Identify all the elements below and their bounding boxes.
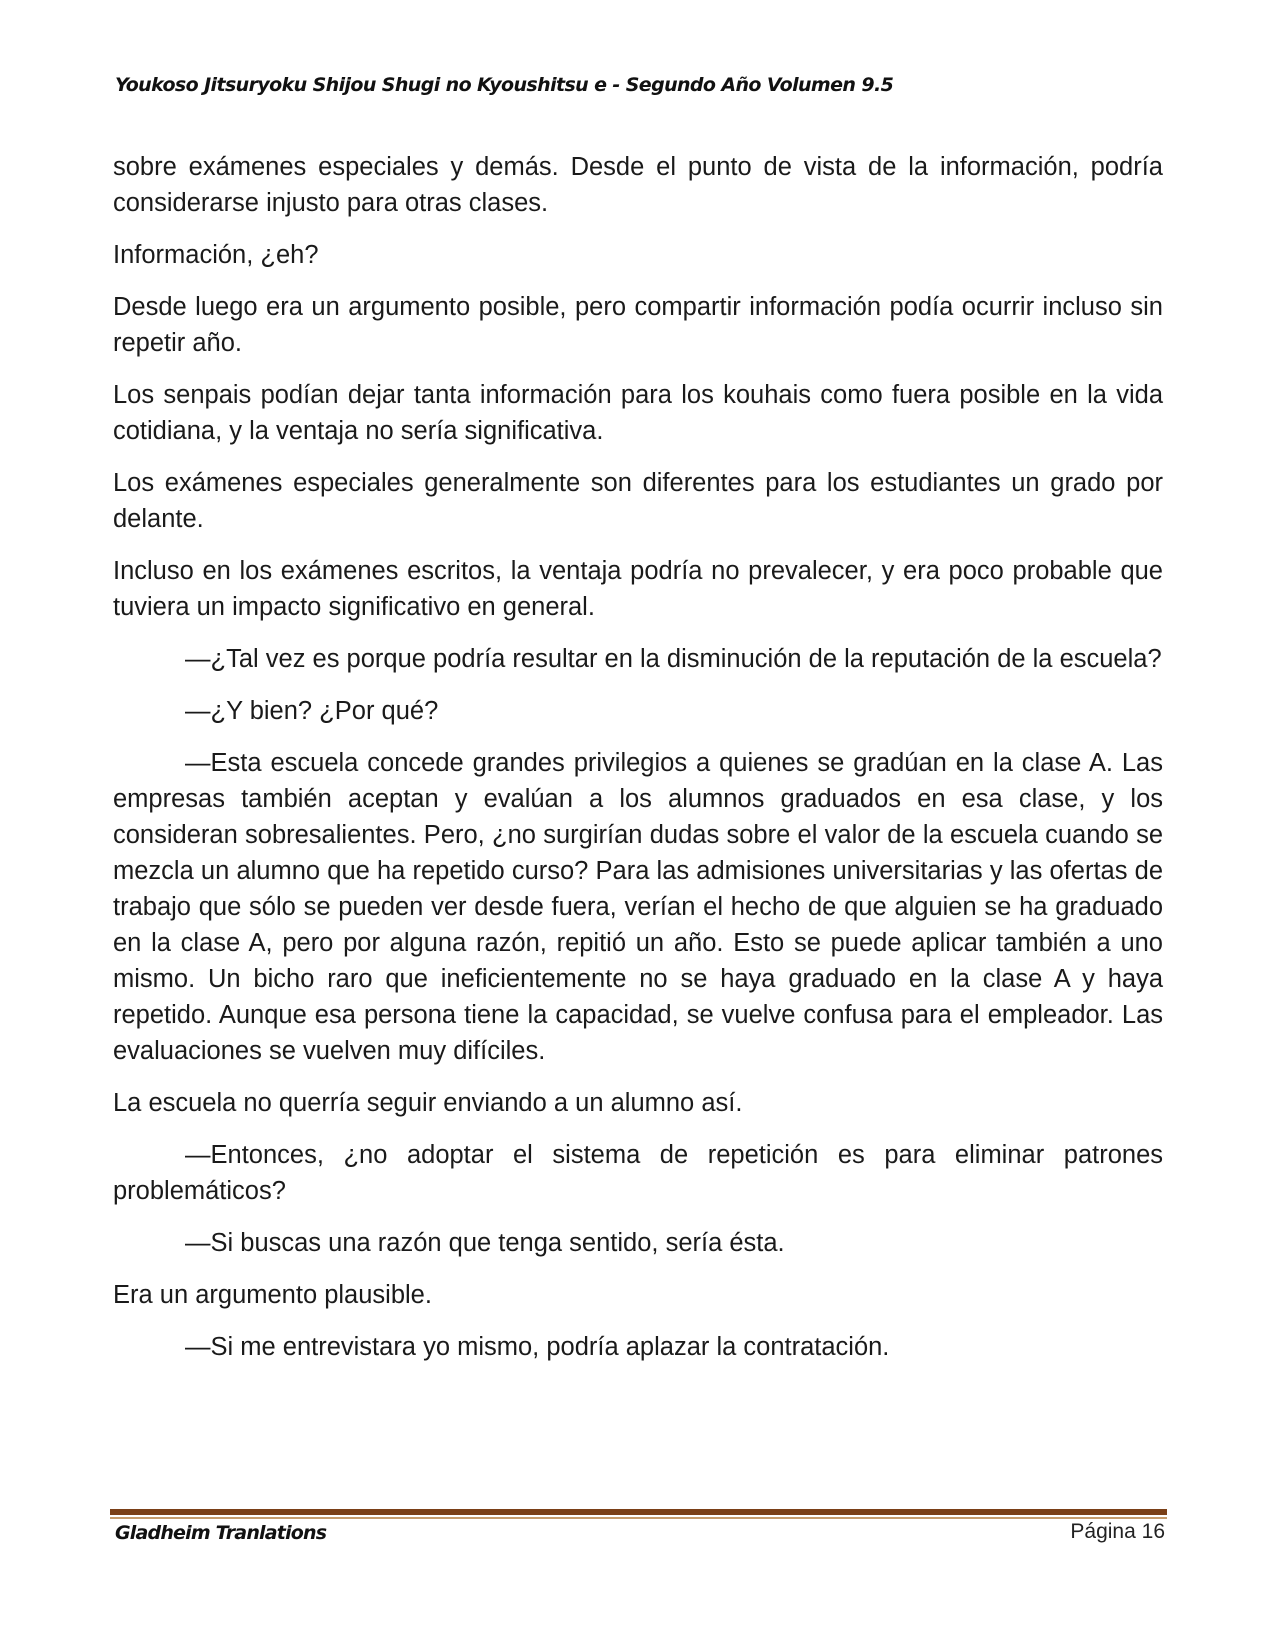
paragraph: Era un argumento plausible. (113, 1281, 432, 1309)
running-header: Youkoso Jitsuryoku Shijou Shugi no Kyoushitsu e - Segundo Año Volumen 9.5 (115, 74, 894, 96)
paragraph: Desde luego era un argumento posible, pero compartir información podía ocurrir incluso sin repetir año. (113, 293, 1163, 357)
paragraph: —¿Tal vez es porque podría resultar en la disminución de la reputación de la escuela? (185, 645, 1162, 673)
footer-divider (110, 1509, 1167, 1519)
paragraph: Incluso en los exámenes escritos, la ventaja podría no prevalecer, y era poco probable que tuviera un impacto significativo en general. (113, 557, 1163, 621)
paragraph: sobre exámenes especiales y demás. Desde el punto de vista de la información, podría considerarse injusto para otras clases. (113, 153, 1163, 217)
paragraph: —Si me entrevistara yo mismo, podría aplazar la contratación. (185, 1333, 890, 1361)
paragraph: —Entonces, ¿no adoptar el sistema de repetición es para eliminar patrones problemáticos? (113, 1141, 1163, 1205)
paragraph: Información, ¿eh? (113, 241, 319, 269)
page-label: Página (1070, 1520, 1136, 1543)
paragraph: —Si buscas una razón que tenga sentido, sería ésta. (185, 1229, 785, 1257)
paragraph: Los senpais podían dejar tanta información para los kouhais como fuera posible en la vida cotidiana, y la ventaja no sería significativa. (113, 381, 1163, 445)
paragraph: —Esta escuela concede grandes privilegios a quienes se gradúan en la clase A. Las empresas también aceptan y evalúan a los alumnos graduados en esa clase, y los consideran sobresalientes. Pero, ¿no surgirían dudas sobre el valor de la escuela cuando se mezcla un alumno que ha repetido curso? Para las admisiones universitarias y las ofertas de trabajo que sólo se pueden ver desde fuera, verían el hecho de que alguien se ha graduado en la clase A, pero por alguna razón, repitió un año. Esto se puede aplicar también a uno mismo. Un bicho raro que ineficientemente no se haya graduado en la clase A y haya repetido. Aunque esa persona tiene la capacidad, se vuelve confusa para el empleador. Las evaluaciones se vuelven muy difíciles. (113, 749, 1163, 1065)
paragraph: La escuela no querría seguir enviando a un alumno así. (113, 1089, 743, 1117)
paragraph: Los exámenes especiales generalmente son diferentes para los estudiantes un grado por delante. (113, 469, 1163, 533)
page-number-value: 16 (1141, 1520, 1165, 1543)
paragraph: —¿Y bien? ¿Por qué? (185, 697, 439, 725)
footer-publisher: Gladheim Tranlations (115, 1522, 327, 1544)
body-text (113, 149, 1163, 1381)
page-number (1070, 1520, 1165, 1544)
